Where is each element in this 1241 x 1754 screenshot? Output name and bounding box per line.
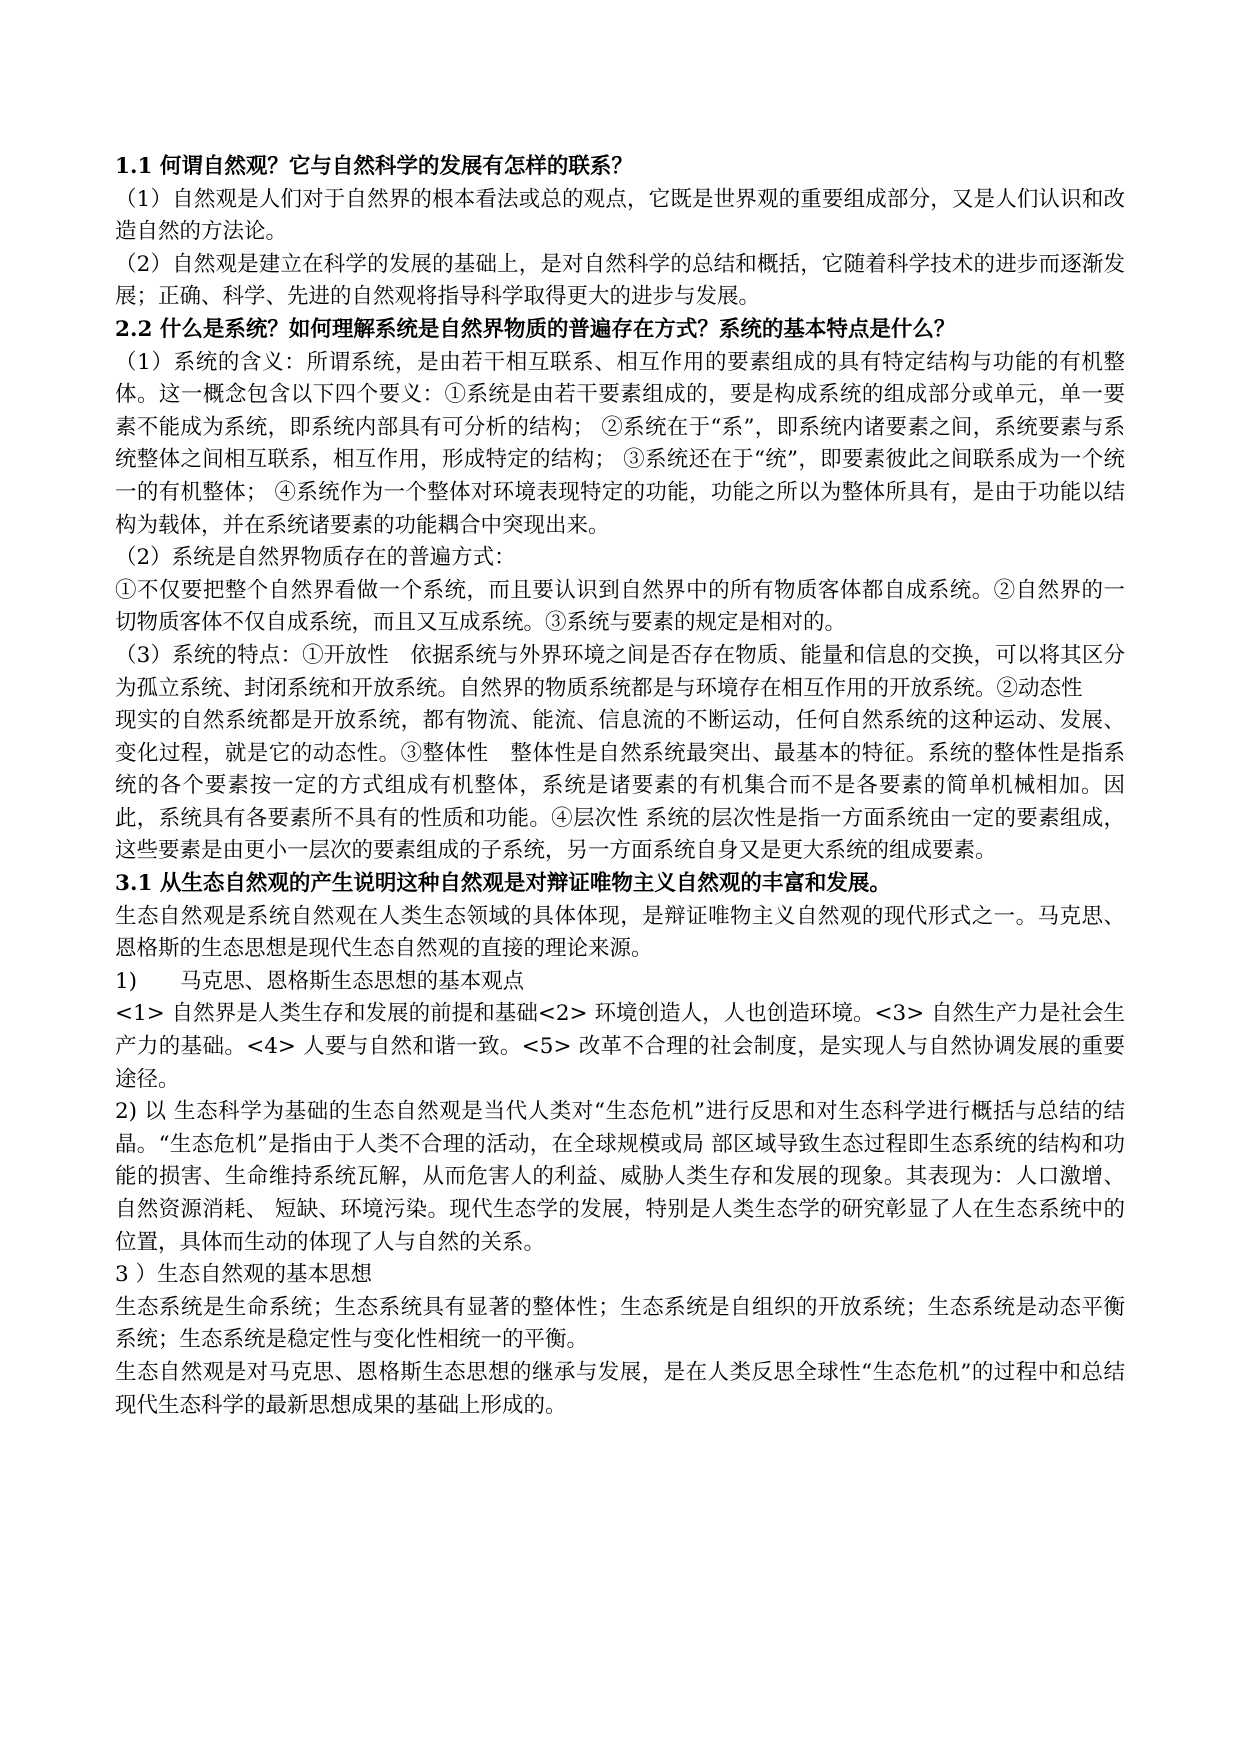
section-heading: 3.1 从生态自然观的产生说明这种自然观是对辩证唯物主义自然观的丰富和发展。 <box>115 871 891 897</box>
document-page <box>115 151 1125 1422</box>
section-heading: 1.1 何谓自然观？它与自然科学的发展有怎样的联系？ <box>115 154 633 179</box>
section-2 <box>115 314 1125 868</box>
section-heading: 2.2 什么是系统？如何理解系统是自然界物质的普遍存在方式？系统的基本特点是什么？ <box>115 316 956 342</box>
paragraph: （1）系统的含义：所谓系统，是由若干相互联系、相互作用的要素组成的具有特定结构与功能的有机整体。这一概念包含以下四个要义：①系统是由若干要素组成的，要是构成系统的组成部分或单元，单一要素不能成为系统，即系统内部具有可分析的结构； ②系统在于“系”，即系统内诸要素之间，系统要素与系统整体之间相互联系，相互作用，形成特定的结构； ③系统还在于“统”，即要素彼此之间联系成为一个统一的有机整体； ④系统作为一个整体对环境表现特定的功能，功能之所以为整体所具有，是由于功能以结构为载体，并在系统诸要素的功能耦合中突现出来。 <box>115 349 1125 538</box>
paragraph: （1）自然观是人们对于自然界的根本看法或总的观点，它既是世界观的重要组成部分，又是人们认识和改造自然的方法论。 <box>115 186 1125 245</box>
paragraph: 1) 马克思、恩格斯生态思想的基本观点 <box>115 968 525 994</box>
paragraph: 2) 以 生态科学为基础的生态自然观是当代人类对“生态危机”进行反思和对生态科学进行概括与总结的结晶。“生态危机”是指由于人类不合理的活动，在全球规模或局 部区域导致生态过程即生态系统的结构和功能的损害、生命维持系统瓦解，从而危害人的利益、威胁人类生存和发展的现象。其表现为：人口激增、自然资源消耗、 短缺、环境污染。现代生态学的发展，特别是人类生态学的研究彰显了人在生态系统中的位置，具体而生动的体现了人与自然的关系。 <box>115 1099 1125 1255</box>
paragraph: 现实的自然系统都是开放系统，都有物流、能流、信息流的不断运动，任何自然系统的这种运动、发展、变化过程，就是它的动态性。③整体性 整体性是自然系统最突出、最基本的特征。系统的整体性是指系统的各个要素按一定的方式组成有机整体，系统是诸要素的有机集合而不是各要素的简单机械相加。因此，系统具有各要素所不具有的性质和功能。④层次性 系统的层次性是指一方面系统由一定的要素组成，这些要素是由更小一层次的要素组成的子系统，另一方面系统自身又是更大系统的组成要素。 <box>115 708 1125 864</box>
paragraph: <1> 自然界是人类生存和发展的前提和基础<2> 环境创造人，人也创造环境。<3> 自然生产力是社会生产力的基础。<4> 人要与自然和谐一致。<5> 改革不合理的社会制度，是实现人与自然协调发展的重要途径。 <box>115 1001 1125 1092</box>
paragraph: 生态自然观是系统自然观在人类生态领域的具体体现，是辩证唯物主义自然观的现代形式之一。马克思、恩格斯的生态思想是现代生态自然观的直接的理论来源。 <box>115 903 1125 962</box>
section-1 <box>115 151 1125 314</box>
paragraph: （3）系统的特点：①开放性 依据系统与外界环境之间是否存在物质、能量和信息的交换，可以将其区分为孤立系统、封闭系统和开放系统。自然界的物质系统都是与环境存在相互作用的开放系统。②动态性 <box>115 642 1125 701</box>
paragraph: （2）系统是自然界物质存在的普遍方式： <box>115 545 516 571</box>
paragraph: 生态自然观是对马克思、恩格斯生态思想的继承与发展，是在人类反思全球性“生态危机”的过程中和总结现代生态科学的最新思想成果的基础上形成的。 <box>115 1359 1125 1418</box>
paragraph: （2）自然观是建立在科学的发展的基础上，是对自然科学的总结和概括，它随着科学技术的进步而逐渐发展；正确、科学、先进的自然观将指导科学取得更大的进步与发展。 <box>115 251 1125 310</box>
paragraph: 生态系统是生命系统；生态系统具有显著的整体性；生态系统是自组织的开放系统；生态系统是动态平衡系统；生态系统是稳定性与变化性相统一的平衡。 <box>115 1294 1125 1353</box>
section-3 <box>115 868 1125 1422</box>
paragraph: 3 ）生态自然观的基本思想 <box>115 1262 373 1288</box>
paragraph: ①不仅要把整个自然界看做一个系统，而且要认识到自然界中的所有物质客体都自成系统。②自然界的一切物质客体不仅自成系统，而且又互成系统。③系统与要素的规定是相对的。 <box>115 577 1125 636</box>
